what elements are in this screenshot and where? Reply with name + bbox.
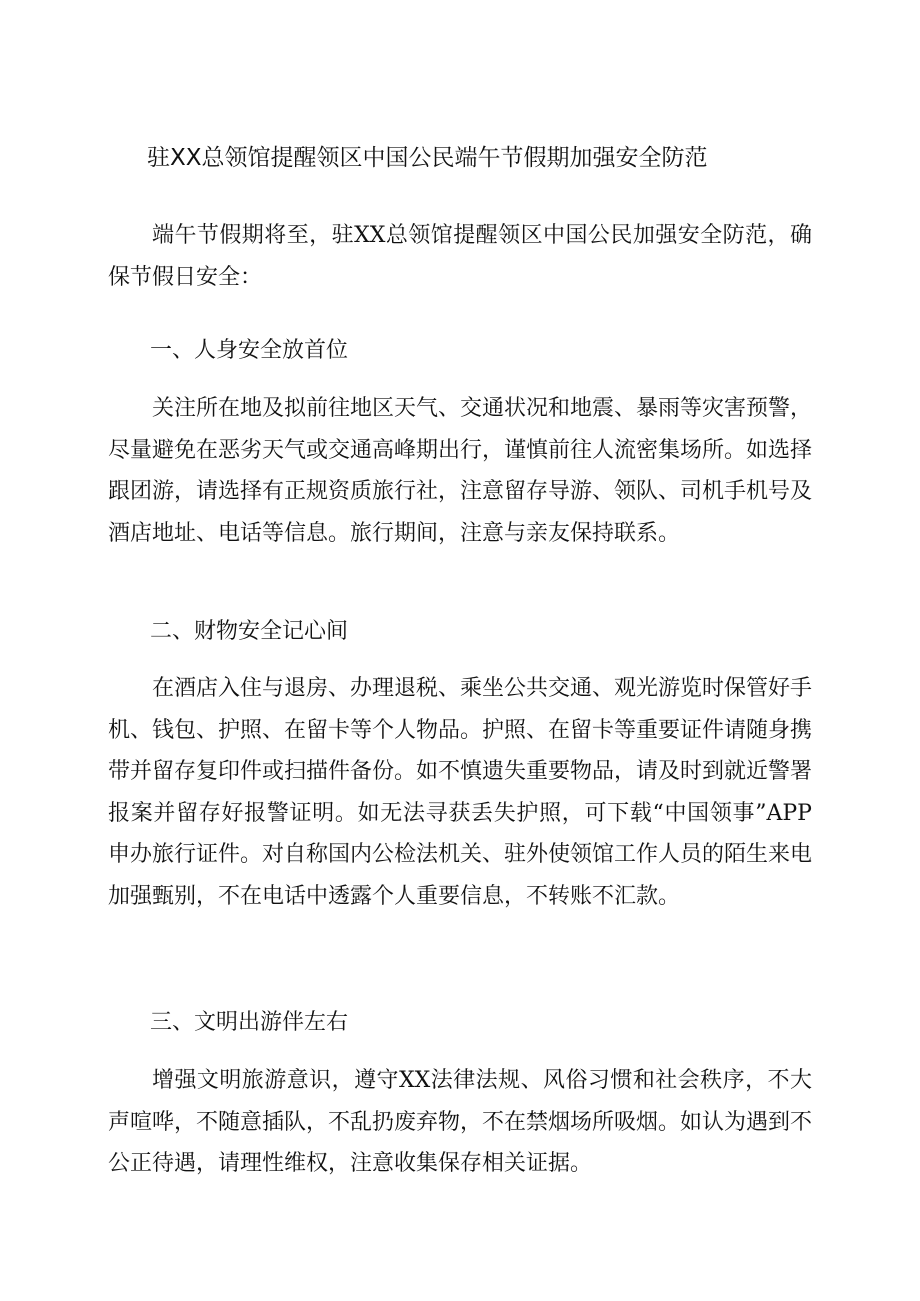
section-3-body: 增强文明旅游意识，遵守XX法律法规、风俗习惯和社会秩序，不大声喧哗，不随意插队，不乱扔废弃物，不在禁烟场所吸烟。如认为遇到不公正待遇，请理性维权，注意收集保存相关证据。 <box>108 1068 813 1176</box>
section-2-heading: 二、财物安全记心间 <box>150 619 349 644</box>
page-title: 驻XX总领馆提醒领区中国公民端午节假期加强安全防范 <box>147 145 708 171</box>
intro-paragraph: 端午节假期将至，驻XX总领馆提醒领区中国公民加强安全防范，确保节假日安全： <box>108 223 812 290</box>
section-1-body: 关注所在地及拟前往地区天气、交通状况和地震、暴雨等灾害预警，尽量避免在恶劣天气或交通高峰期出行，谨慎前往人流密集场所。如选择跟团游，请选择有正规资质旅行社，注意留存导游、领队、司机手机号及酒店地址、电话等信息。旅行期间，注意与亲友保持联系。 <box>108 396 813 546</box>
section-3-heading: 三、文明出游伴左右 <box>150 1010 349 1035</box>
section-2-body: 在酒店入住与退房、办理退税、乘坐公共交通、观光游览时保管好手机、钱包、护照、在留卡等个人物品。护照、在留卡等重要证件请随身携带并留存复印件或扫描件备份。如不慎遗失重要物品，请及时到就近警署报案并留存好报警证明。如无法寻获丢失护照，可下载“中国领事”APP申办旅行证件。对自称国内公检法机关、驻外使领馆工作人员的陌生来电加强甄别，不在电话中透露个人重要信息，不转账不汇款。 <box>108 676 813 909</box>
section-1-heading: 一、人身安全放首位 <box>150 338 349 363</box>
